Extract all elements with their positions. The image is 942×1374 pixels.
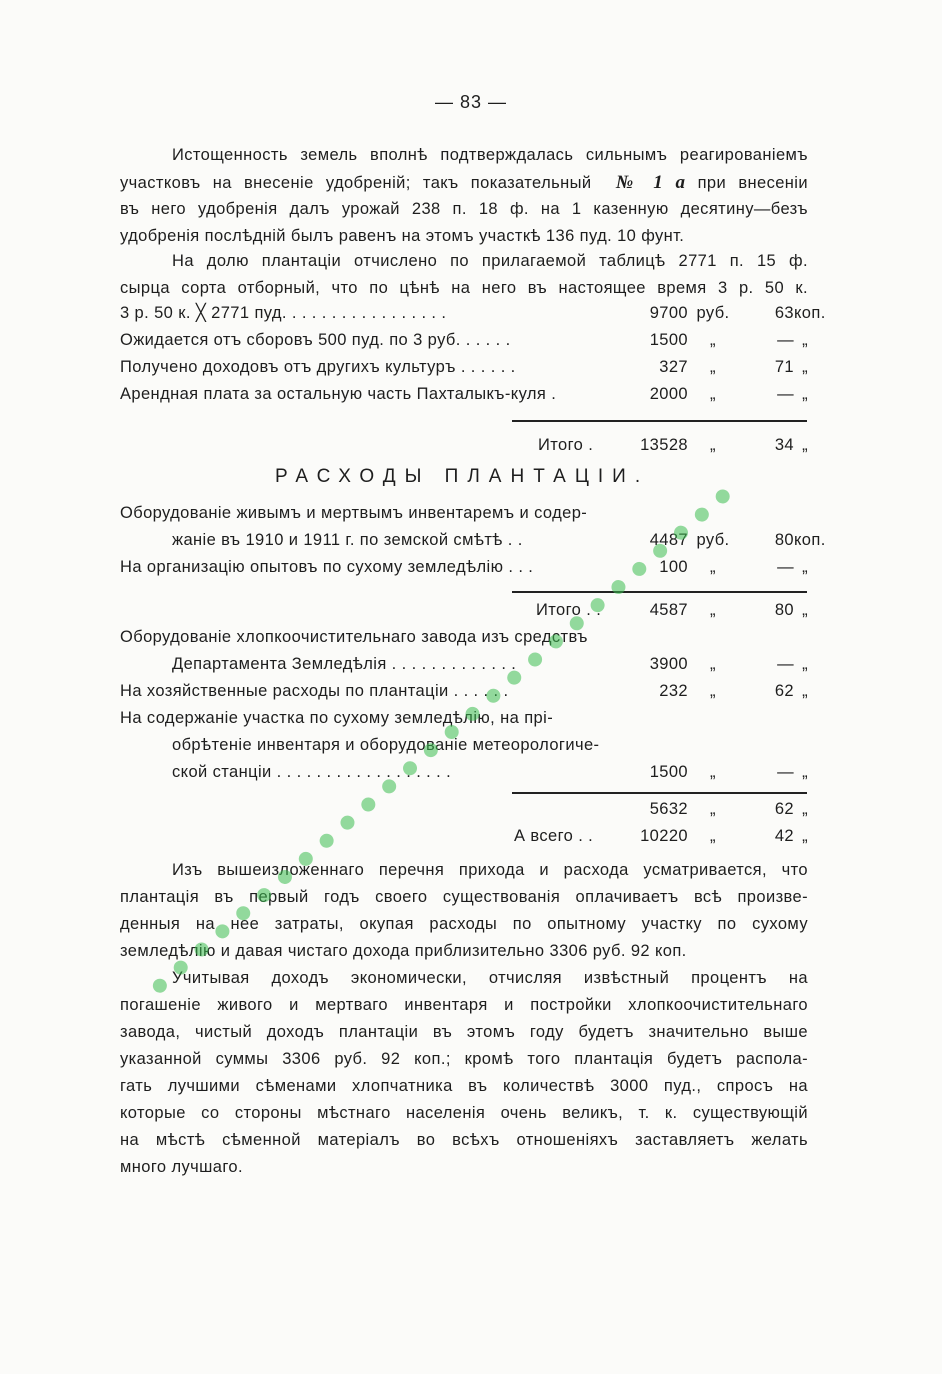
plot-mark: № 1 а <box>615 172 686 193</box>
table-row: 3 р. 50 к. ╳ 2771 пуд. . . . . . . . . . . . . . . . . 9700 руб. 63 коп. <box>120 304 826 322</box>
expenses-heading: РАСХОДЫ ПЛАНТАЦІИ. <box>275 466 650 487</box>
table-row: Оборудованіе живымъ и мертвымъ инвентаремъ и содер- <box>120 504 588 522</box>
table-row: обрѣтеніе инвентаря и оборудованіе метеорологиче- <box>172 736 600 754</box>
text-line: Истощенность земель вполнѣ подтверждалась сильнымъ реагированіемъ <box>172 146 808 164</box>
text-line: плантація въ первый годъ своего существованія оплачиваетъ всѣ произве- <box>120 888 808 906</box>
sum-rule <box>512 420 807 422</box>
table-row: ской станціи . . . . . . . . . . . . . . . . . . 1500 „ — „ <box>172 763 808 781</box>
text-line: завода, чистый доходъ плантаціи въ этомъ году будетъ значительно выше <box>120 1023 808 1041</box>
text-line: на мѣстѣ сѣменной матеріалъ во всѣхъ отношеніяхъ заставляетъ желать <box>120 1131 808 1149</box>
intro-paragraph <box>120 142 808 250</box>
text-line: Изъ вышеизложеннаго перечня прихода и расхода усматривается, что <box>172 861 808 879</box>
expense-subtotal-row: Итого . . 4587 „ 80 „ <box>536 601 808 619</box>
text-line: указанной суммы 3306 руб. 92 коп.; кромѣ того плантація будетъ распола- <box>120 1050 808 1068</box>
table-row: Арендная плата за остальную часть Пахталыкъ-куля . 2000 „ — „ <box>120 385 808 403</box>
text-line: много лучшаго. <box>120 1158 243 1176</box>
text-line: въ него удобренія далъ урожай 238 п. 18 ф. на 1 казенную десятину—безъ <box>120 200 808 218</box>
conclusion-paragraph <box>120 857 808 965</box>
table-row: Оборудованіе хлопкоочистительнаго завода изъ средствъ <box>120 628 588 646</box>
table-row: На содержаніе участка по сухому земледѣлію, на прі- <box>120 709 554 727</box>
table-row: Получено доходовъ отъ другихъ культуръ . . . . . . 327 „ 71 „ <box>120 358 808 376</box>
sum-rule <box>512 591 807 593</box>
table-row: На организацію опытовъ по сухому земледѣлію . . . 100 „ — „ <box>120 558 808 576</box>
text-line: участковъ на внесеніе удобреній; такъ показательный № 1 а при внесеніи <box>120 172 808 193</box>
text-line: Учитывая доходъ экономически, отчисляя извѣстный процентъ на <box>172 969 808 987</box>
text-line: удобренія послѣдній былъ равенъ на этомъ участкѣ 136 пуд. 10 фунт. <box>120 227 685 245</box>
text-line: сырца сорта отборный, что по цѣнѣ на него въ настоящее время 3 р. 50 к. <box>120 279 808 297</box>
text-line: На долю плантаціи отчислено по прилагаемой таблицѣ 2771 п. 15 ф. <box>172 252 808 270</box>
grand-total-row: А всего . . 10220 „ 42 „ <box>514 827 808 845</box>
table-row: Ожидается отъ сборовъ 500 пуд. по 3 руб. . . . . . 1500 „ — „ <box>120 331 808 349</box>
text-line: погашеніе живого и мертваго инвентаря и постройки хлопкоочистительнаго <box>120 996 808 1014</box>
income-total-row: Итого . 13528 „ 34 „ <box>538 436 808 454</box>
plantation-paragraph <box>120 248 808 302</box>
sum-rule <box>512 792 807 794</box>
final-paragraph <box>120 965 808 1181</box>
text-line: земледѣлію и давая чистаго дохода приблизительно 3306 руб. 92 коп. <box>120 942 687 960</box>
table-row: На хозяйственные расходы по плантаціи . . . . . . 232 „ 62 „ <box>120 682 808 700</box>
expense-sum-row: 5632 „ 62 „ <box>649 800 808 818</box>
table-row: жаніе въ 1910 и 1911 г. по земской смѣтѣ . . 4487 руб. 80 коп. <box>172 531 826 549</box>
text-line: гать лучшими сѣменами хлопчатника въ количествѣ 3000 пуд., спросъ на <box>120 1077 808 1095</box>
table-row: Департамента Земледѣлія . . . . . . . . . . . . . 3900 „ — „ <box>172 655 808 673</box>
text-line: денныя на нее затраты, окупая расходы по опытному участку по сухому <box>120 915 808 933</box>
page-number: — 83 — <box>434 92 508 112</box>
text-line: которые со стороны мѣстнаго населенія очень великъ, т. к. существующій <box>120 1104 808 1122</box>
